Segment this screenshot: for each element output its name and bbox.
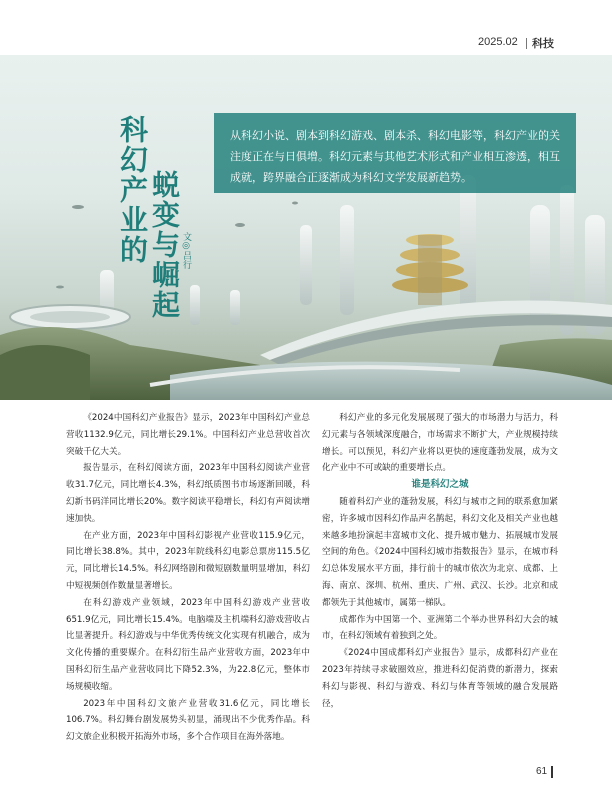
left-column: [66, 410, 310, 746]
paragraph: 成都作为中国第一个、亚洲第二个举办世界科幻大会的城市，在科幻领域有着独到之处。: [322, 614, 558, 642]
paragraph: 报告显示，在科幻阅读方面，2023年中国科幻阅读产业营收31.7亿元，同比增长4.3%，科幻纸质图书市场逐渐回暖，科幻新书码洋同比增长20%。数字阅读平稳增长，科幻有声阅读增速加快。: [66, 463, 310, 524]
intro-box: 从科幻小说、剧本到科幻游戏、剧本杀、科幻电影等，科幻产业的关注度正在与日俱增。科幻元素与其他艺术形式和产业相互渗透，相互成就，跨界融合正逐渐成为科幻文学发展新趋势。: [214, 113, 576, 193]
header-divider: [526, 38, 527, 49]
section-label: 科技: [532, 37, 554, 50]
paragraph: 2023年中国科幻文旅产业营收31.6亿元，同比增长106.7%。科幻舞台剧发展势头初显，涌现出不少优秀作品。科幻文旅企业积极开拓海外市场，多个合作项目在海外落地。: [66, 698, 310, 743]
article-title: 科幻产业的: [116, 115, 149, 265]
right-column: [322, 410, 558, 712]
paragraph: 《2024中国成都科幻产业报告》显示，成都科幻产业在2023年持续寻求破圈效应，推进科幻促消费的新潜力，探索科幻与影视、科幻与游戏、科幻与体育等领域的融合发展路径，: [322, 648, 558, 709]
page-header: [0, 0, 612, 60]
paragraph: 在产业方面，2023年中国科幻影视产业营收115.9亿元，同比增长38.8%。其中，2023年院线科幻电影总票房115.5亿元，同比增长14.5%。科幻网络剧和微短剧数量明显增加，科幻中短视频创作数量显著增长。: [66, 530, 310, 591]
article-subtitle: 蜕变与崛起: [148, 170, 181, 320]
paragraph: 科幻产业的多元化发展展现了强大的市场潜力与活力，科幻元素与各领域深度融合，市场需求不断扩大，产业规模持续增长。可以预见，科幻产业将以更快的速度蓬勃发展，成为文化产业中不可或缺的重要增长点。: [322, 413, 558, 474]
paragraph: 在科幻游戏产业领域，2023年中国科幻游戏产业营收651.9亿元，同比增长15.4%。电脑端及主机端科幻游戏营收占比显著提升。科幻游戏与中华优秀传统文化实现有机融合，成为文化传播的重要媒介。在科幻衍生品产业营收方面，2023年中国科幻衍生品产业营收同比下降52.3%，为22.8亿元，整体市场规模收缩。: [66, 597, 310, 692]
hero-illustration: [0, 55, 612, 400]
page-number: 61: [536, 766, 548, 777]
issue-date: 2025.02: [478, 36, 518, 48]
section-heading: 谁是科幻之城: [411, 479, 469, 491]
paragraph: 《2024中国科幻产业报告》显示，2023年中国科幻产业总营收1132.9亿元，同比增长29.1%。中国科幻产业总营收首次突破千亿大关。: [66, 413, 310, 457]
page-number-bar: [551, 766, 553, 778]
author-byline: 文◎吕行: [181, 232, 191, 269]
paragraph: 随着科幻产业的蓬勃发展，科幻与城市之间的联系愈加紧密，许多城市因科幻作品声名鹊起，科幻文化及相关产业也越来越多地扮演起丰富城市文化、提升城市魅力、拓展城市发展空间的角色。《2024中国科幻城市指数报告》显示，在城市科幻总体发展水平方面，排行前十的城市依次为北京、成都、上海、南京、深圳、杭州、重庆、广州、武汉、长沙。北京和成都领先于其他城市，属第一梯队。: [322, 496, 558, 608]
futuristic-city-image: [0, 55, 612, 400]
